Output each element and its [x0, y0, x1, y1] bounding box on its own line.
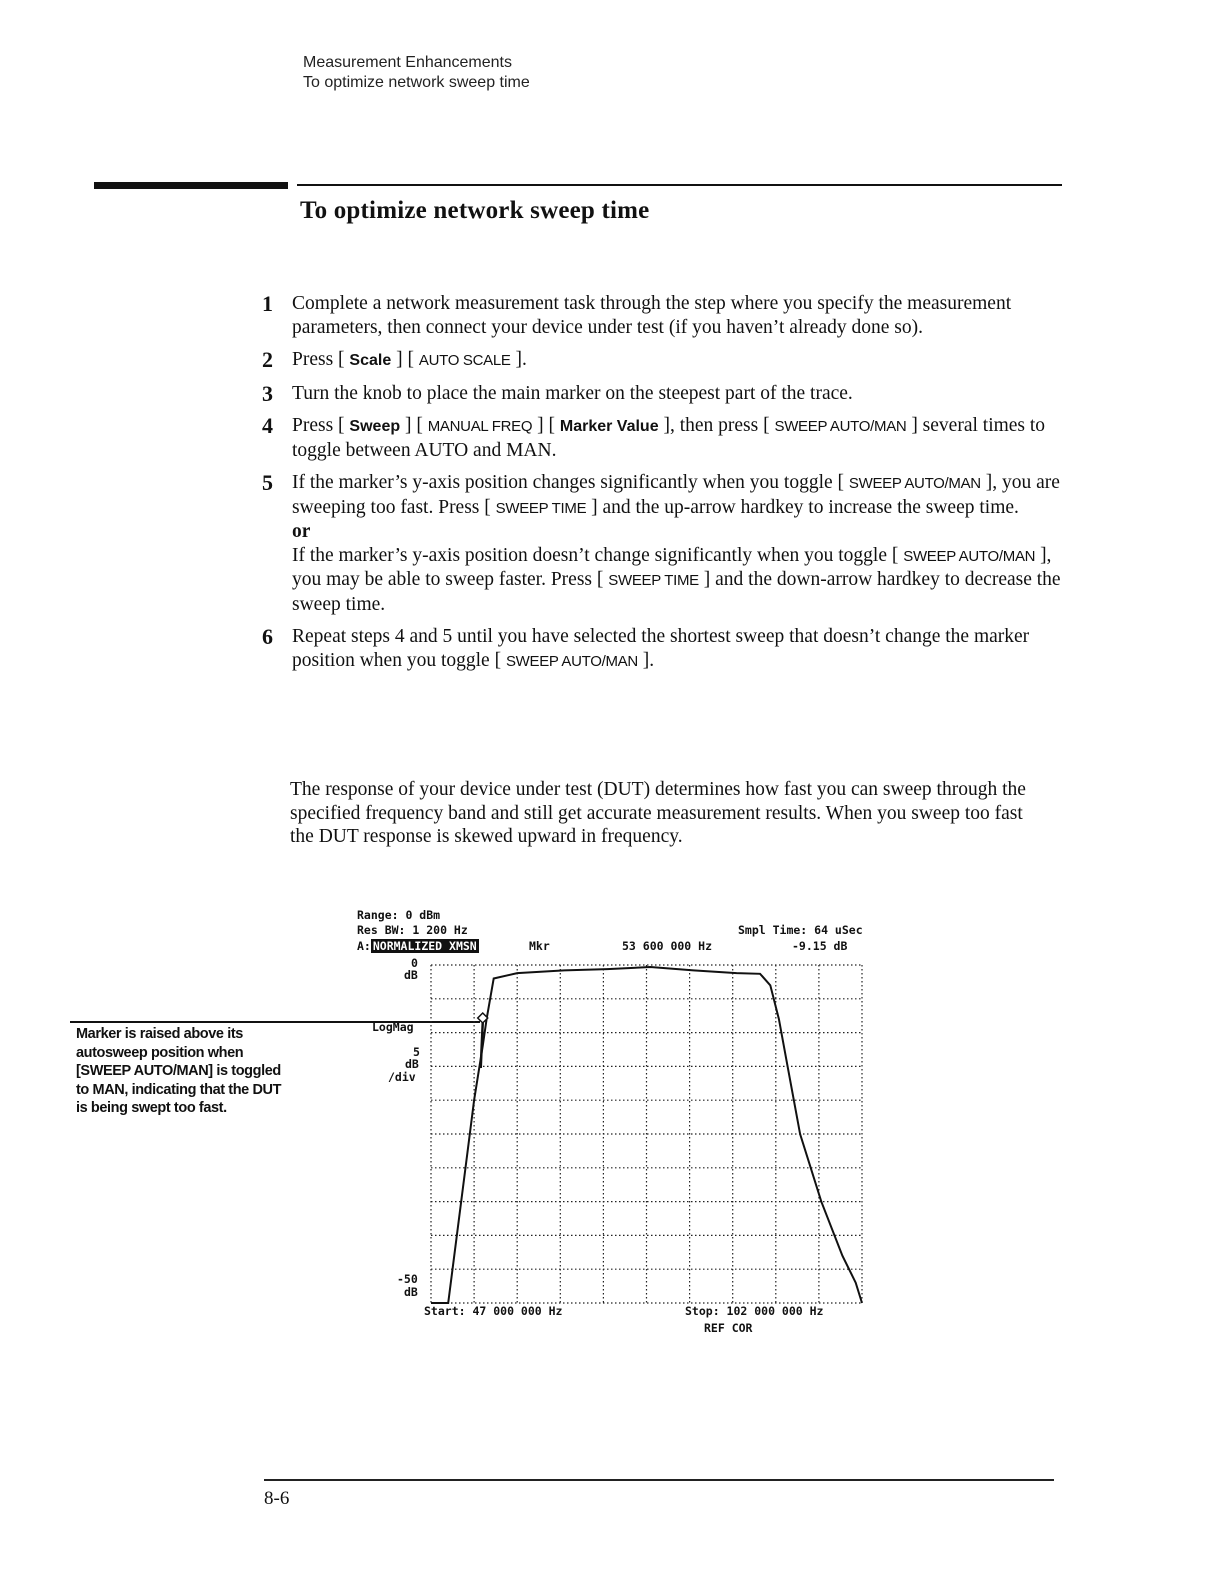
- text: ] [: [532, 415, 560, 436]
- softkey-sweep-auto-man: SWEEP AUTO/MAN: [903, 547, 1036, 565]
- screen-mkr-label: Mkr: [529, 939, 550, 953]
- step-number: 6: [262, 624, 273, 649]
- step-number: 3: [262, 380, 273, 406]
- text: If the marker’s y-axis position doesn’t change significantly when you toggle [: [292, 544, 904, 566]
- text: ].: [510, 349, 527, 370]
- body-paragraph: The response of your device under test (DUT) determines how fast you can sweep through the specified frequency band and still get accurate measurement results. When you sweep too fast the DUT response is skewed upward in frequency.: [290, 779, 1026, 847]
- screen-format: LogMag: [372, 1020, 414, 1034]
- text: Repeat steps 4 and 5 until you have selected the shortest sweep that doesn’t change the marker position when you toggle [: [292, 626, 1030, 671]
- screen-scale-unit: dB: [405, 1057, 419, 1071]
- plot-grid: [431, 965, 862, 1303]
- footer-rule: [264, 1479, 1054, 1481]
- screen-scale-div: /div: [388, 1070, 416, 1084]
- or-label: or: [292, 521, 311, 542]
- text: ], then press [: [658, 415, 775, 436]
- softkey-sweep-auto-man: SWEEP AUTO/MAN: [774, 418, 907, 435]
- page-number: 8-6: [264, 1488, 290, 1509]
- softkey-auto-scale: AUTO SCALE: [418, 352, 511, 369]
- screen-trace-label: A:: [357, 939, 371, 953]
- hardkey-sweep: Sweep: [349, 418, 401, 435]
- figure-callout: Marker is raised above its autosweep position when [SWEEP AUTO/MAN] is toggled to MAN, indicating that the DUT is being swept too fast.: [76, 1026, 282, 1116]
- text: ] several times to toggle between AUTO and MAN.: [292, 415, 1046, 461]
- screen-ref-cor: REF COR: [704, 1321, 753, 1335]
- text: ], you are sweeping too fast. Press [: [292, 472, 1060, 518]
- softkey-sweep-time: SWEEP TIME: [608, 572, 699, 589]
- text: Press [: [292, 415, 350, 436]
- running-head-chapter: Measurement Enhancements: [303, 54, 512, 71]
- screen-scale: 5: [413, 1045, 420, 1059]
- screen-mkr-value: -9.15 dB: [792, 939, 848, 953]
- softkey-sweep-time: SWEEP TIME: [495, 499, 587, 517]
- screen-stop-freq: Stop: 102 000 000 Hz: [685, 1304, 824, 1318]
- running-head-section: To optimize network sweep time: [303, 74, 530, 91]
- step-text: Complete a network measurement task through the step where you specify the measurement parameters, then connect your device under test (if you haven’t already done so).: [292, 293, 1012, 338]
- step-text: Turn the knob to place the main marker on the steepest part of the trace.: [292, 382, 853, 404]
- step-number: 1: [262, 291, 273, 316]
- softkey-manual-freq: MANUAL FREQ: [427, 418, 533, 435]
- screen-mkr-freq: 53 600 000 Hz: [622, 939, 713, 953]
- hardkey-marker-value: Marker Value: [559, 418, 659, 435]
- text: If the marker’s y-axis position changes significantly when you toggle [: [292, 472, 849, 493]
- screen-ref-top-unit: dB: [404, 968, 418, 982]
- screen-ref-bottom-unit: dB: [404, 1285, 418, 1299]
- screen-smpl-time: Smpl Time: 64 uSec: [738, 923, 863, 937]
- hardkey-scale: Scale: [349, 352, 392, 369]
- text: ] [: [400, 415, 428, 436]
- text: ] and the down-arrow hardkey to decrease the sweep time.: [292, 569, 1061, 615]
- screen-ref-top: 0: [411, 956, 418, 970]
- screen-start-freq: Start: 47 000 000 Hz: [424, 1304, 563, 1318]
- screen-range: Range: 0 dBm: [357, 908, 441, 922]
- step-number: 4: [262, 413, 273, 438]
- step-number: 2: [262, 347, 273, 372]
- text: ] and the up-arrow hardkey to increase the sweep time.: [586, 496, 1019, 518]
- screen-ref-bottom: -50: [397, 1272, 418, 1286]
- softkey-sweep-auto-man: SWEEP AUTO/MAN: [848, 475, 981, 492]
- section-title: To optimize network sweep time: [300, 197, 650, 224]
- screen-res-bw: Res BW: 1 200 Hz: [357, 923, 468, 937]
- softkey-sweep-auto-man: SWEEP AUTO/MAN: [505, 652, 638, 670]
- text: ].: [637, 649, 655, 671]
- screen-trace-mode: NORMALIZED XMSN: [372, 939, 477, 953]
- text: Press [: [292, 349, 350, 370]
- text: ] [: [391, 349, 419, 370]
- text: ], you may be able to sweep faster. Press [: [292, 544, 1052, 590]
- step-number: 5: [262, 470, 273, 495]
